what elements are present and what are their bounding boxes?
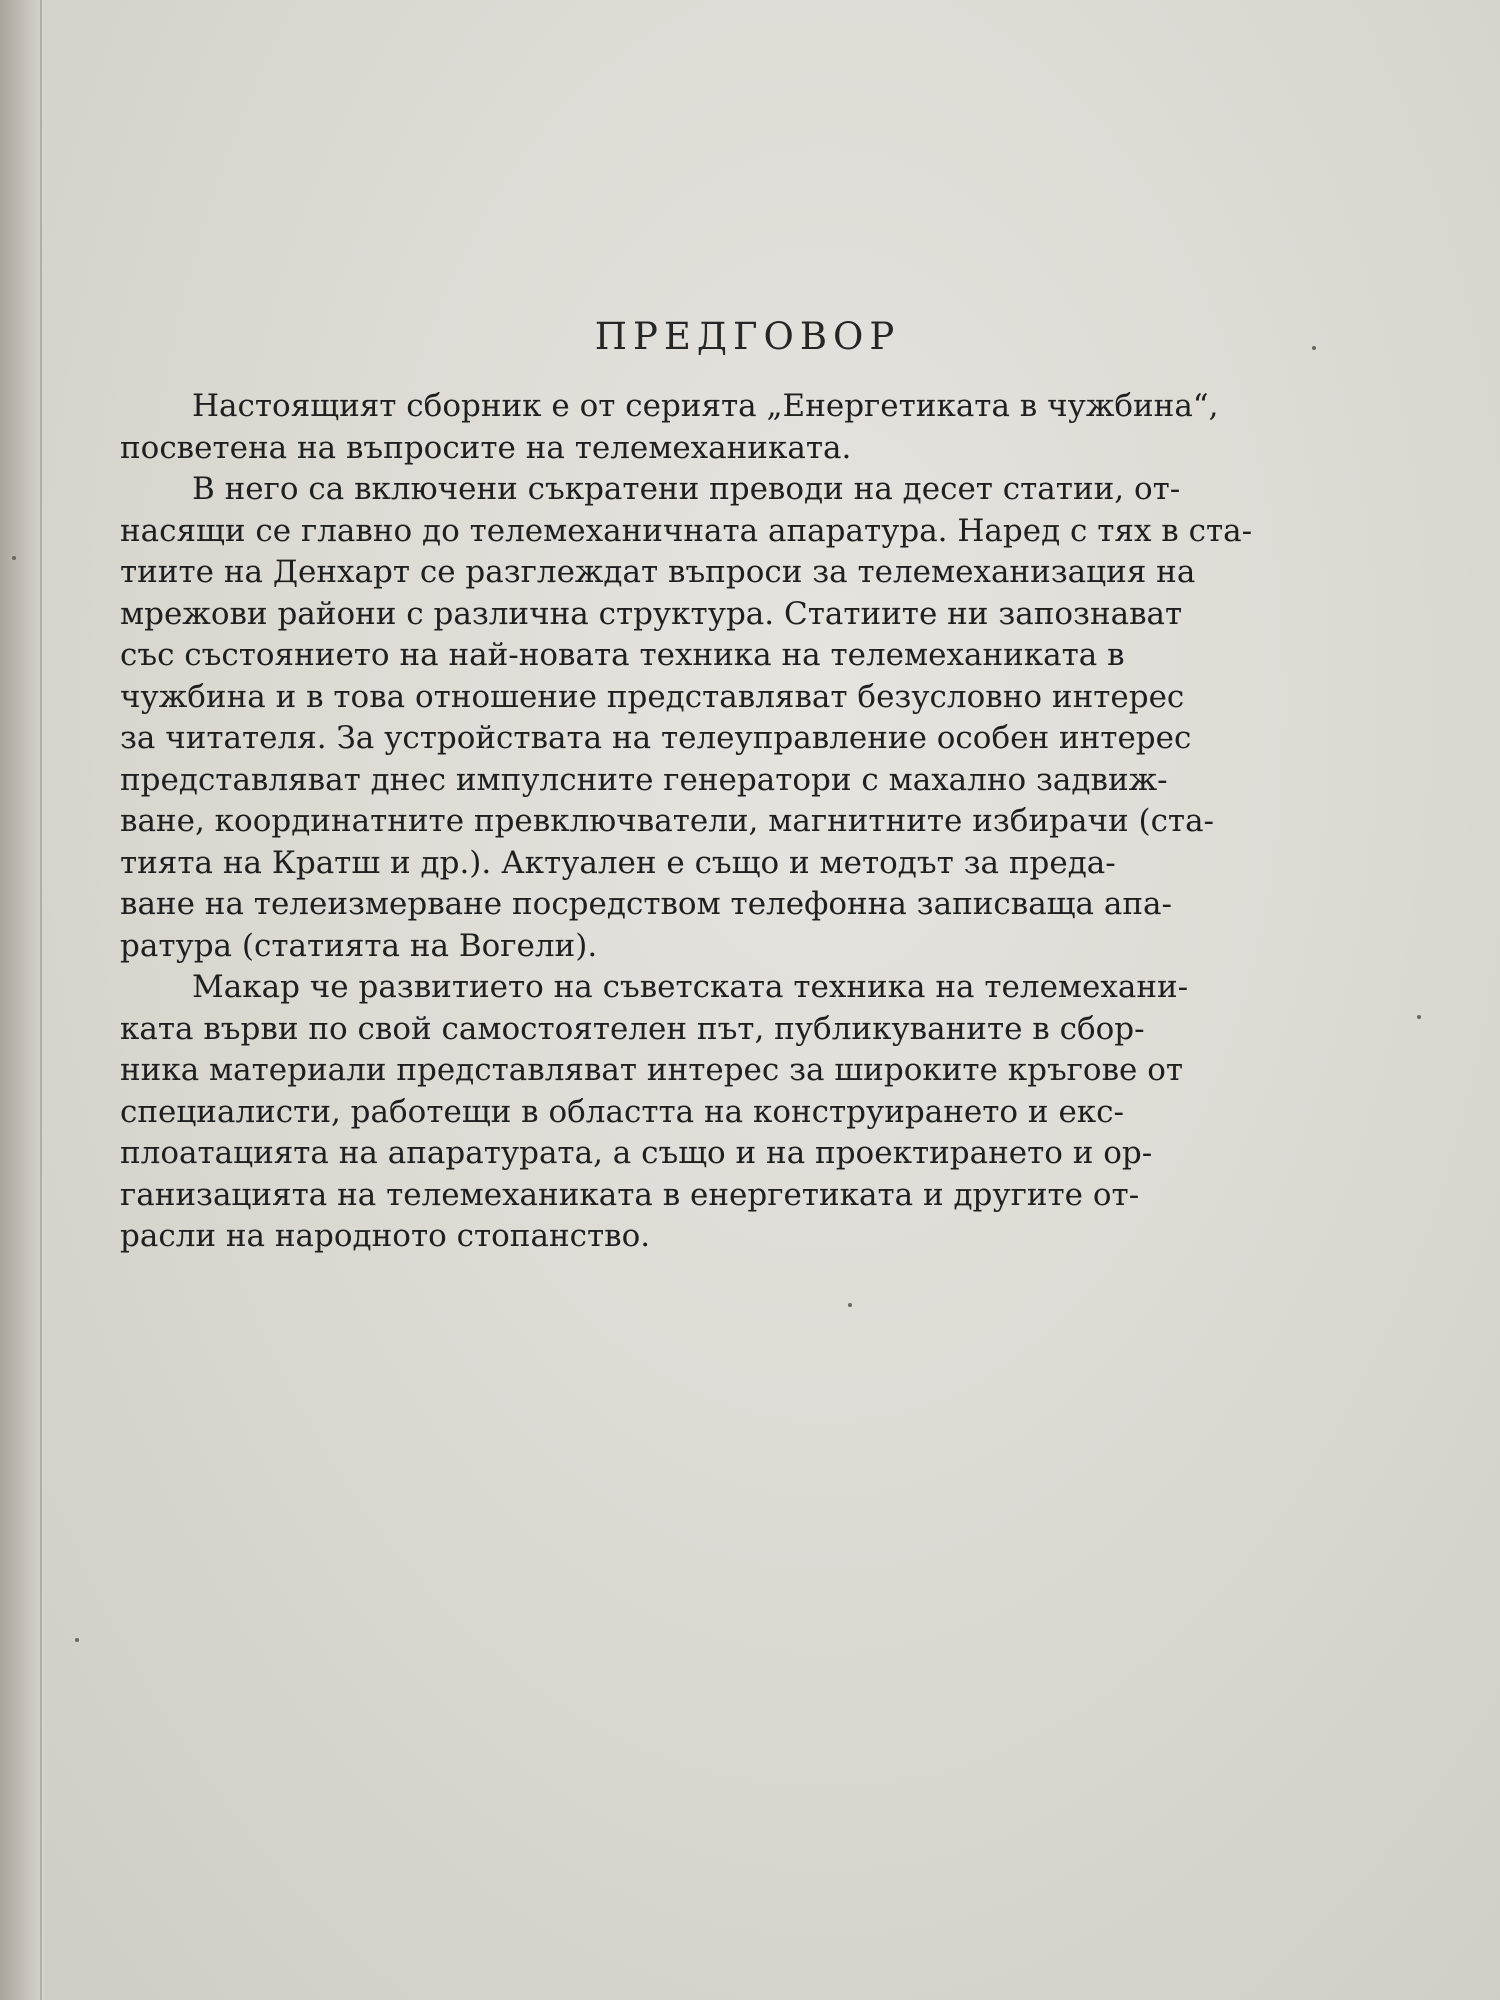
text-line: ване на телеизмерване посредством телефонна записваща апа- xyxy=(120,886,1172,922)
text-line: посветена на въпросите на телемеханиката. xyxy=(120,429,852,466)
text-line: тията на Кратш и др.). Актуален е също и методът за преда- xyxy=(120,844,1116,881)
gutter-fold-line xyxy=(40,0,42,2000)
text-line: чужбина и в това отношение представляват безусловно интерес xyxy=(120,678,1185,715)
text-line: специалисти, работещи в областта на конструирането и екс- xyxy=(120,1093,1125,1130)
book-gutter xyxy=(0,0,44,2000)
paragraph-2 xyxy=(120,469,1375,967)
paper-speck xyxy=(848,1303,852,1307)
text-line: със състоянието на най-новата техника на телемеханиката в xyxy=(120,637,1125,673)
text-line: насящи се главно до телемеханичната апаратура. Наред с тях в ста- xyxy=(120,512,1253,549)
text-line: плоатацията на апаратурата, а също и на проектирането и ор- xyxy=(120,1135,1153,1171)
text-line: Настоящият сборник е от серията „Енергетиката в чужбина“, xyxy=(192,388,1219,424)
paper-speck xyxy=(75,1638,79,1642)
page-title: ПРЕДГОВОР xyxy=(594,315,901,358)
text-line: ката върви по свой самостоятелен път, публикуваните в сбор- xyxy=(120,1010,1145,1047)
paragraph-1 xyxy=(120,386,1375,469)
text-line: тиите на Денхарт се разглеждат въпроси за телемеханизация на xyxy=(120,554,1196,590)
text-line: Макар че развитието на съветската техника на телемехани- xyxy=(192,969,1189,1005)
paragraph-3 xyxy=(120,967,1375,1258)
text-line: В него са включени съкратени преводи на десет статии, от- xyxy=(192,471,1181,507)
paper-speck xyxy=(12,556,16,560)
text-line: ратура (статията на Вогели). xyxy=(120,927,598,964)
text-line: мрежови райони с различна структура. Статиите ни запознават xyxy=(120,595,1183,632)
text-line: расли на народното стопанство. xyxy=(120,1218,651,1254)
text-line: ганизацията на телемеханиката в енергетиката и другите от- xyxy=(120,1176,1140,1213)
paper-speck xyxy=(1417,1015,1421,1019)
text-line: представляват днес импулсните генератори с махално задвиж- xyxy=(120,761,1168,798)
text-line: за читателя. За устройствата на телеуправление особен интерес xyxy=(120,720,1192,756)
text-line: ника материали представляват интерес за широките кръгове от xyxy=(120,1052,1184,1088)
text-line: ване, координатните превключватели, магнитните избирачи (ста- xyxy=(120,803,1215,839)
preface-page xyxy=(120,315,1375,1258)
